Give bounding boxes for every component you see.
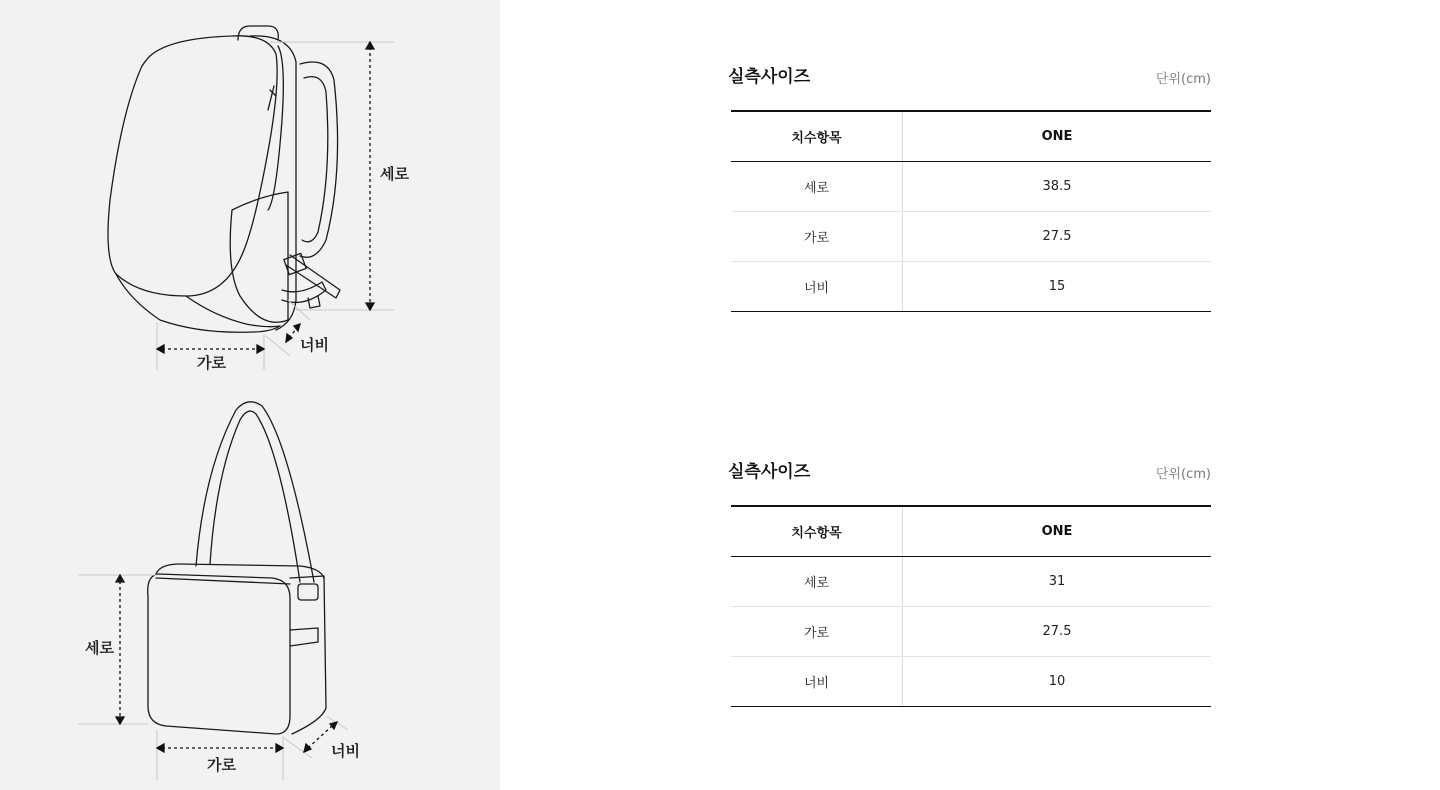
row-value: 10 [903, 657, 1212, 707]
table-row [731, 262, 1211, 312]
section-header [728, 60, 1211, 110]
column-header-size: ONE [903, 111, 1212, 162]
row-item: 가로 [731, 212, 903, 262]
table-header-row [731, 111, 1211, 162]
column-header-item: 치수항목 [731, 506, 903, 557]
size-section-backpack [728, 60, 1211, 296]
shoulder-bag-depth-label: 너비 [331, 742, 360, 760]
product-illustration-panel [0, 0, 500, 790]
backpack-illustration [108, 26, 340, 332]
section-title: 실측사이즈 [728, 67, 811, 87]
table-row [731, 657, 1211, 707]
row-item: 세로 [731, 162, 903, 212]
row-value: 27.5 [903, 212, 1212, 262]
row-value: 31 [903, 557, 1212, 607]
size-section-shoulder-bag [728, 455, 1211, 691]
size-diagram [0, 0, 500, 790]
section-title: 실측사이즈 [728, 462, 811, 482]
backpack-depth-label: 너비 [300, 336, 329, 354]
table-row [731, 212, 1211, 262]
row-value: 27.5 [903, 607, 1212, 657]
row-item: 세로 [731, 557, 903, 607]
backpack-width-label: 가로 [197, 354, 226, 372]
section-header [728, 455, 1211, 505]
unit-label: 단위(cm) [1155, 467, 1211, 482]
column-header-item: 치수항목 [731, 111, 903, 162]
unit-label: 단위(cm) [1155, 72, 1211, 87]
table-row [731, 607, 1211, 657]
shoulder-bag-illustration [148, 402, 326, 734]
row-item: 너비 [731, 262, 903, 312]
size-table [731, 505, 1211, 707]
row-item: 너비 [731, 657, 903, 707]
table-header-row [731, 506, 1211, 557]
shoulder-bag-width-label: 가로 [207, 756, 236, 774]
row-item: 가로 [731, 607, 903, 657]
shoulder-bag-height-label: 세로 [85, 639, 114, 657]
row-value: 38.5 [903, 162, 1212, 212]
table-row [731, 557, 1211, 607]
row-value: 15 [903, 262, 1212, 312]
size-table [731, 110, 1211, 312]
table-row [731, 162, 1211, 212]
column-header-size: ONE [903, 506, 1212, 557]
backpack-dimension-lines [157, 42, 394, 370]
backpack-height-label: 세로 [380, 165, 409, 183]
